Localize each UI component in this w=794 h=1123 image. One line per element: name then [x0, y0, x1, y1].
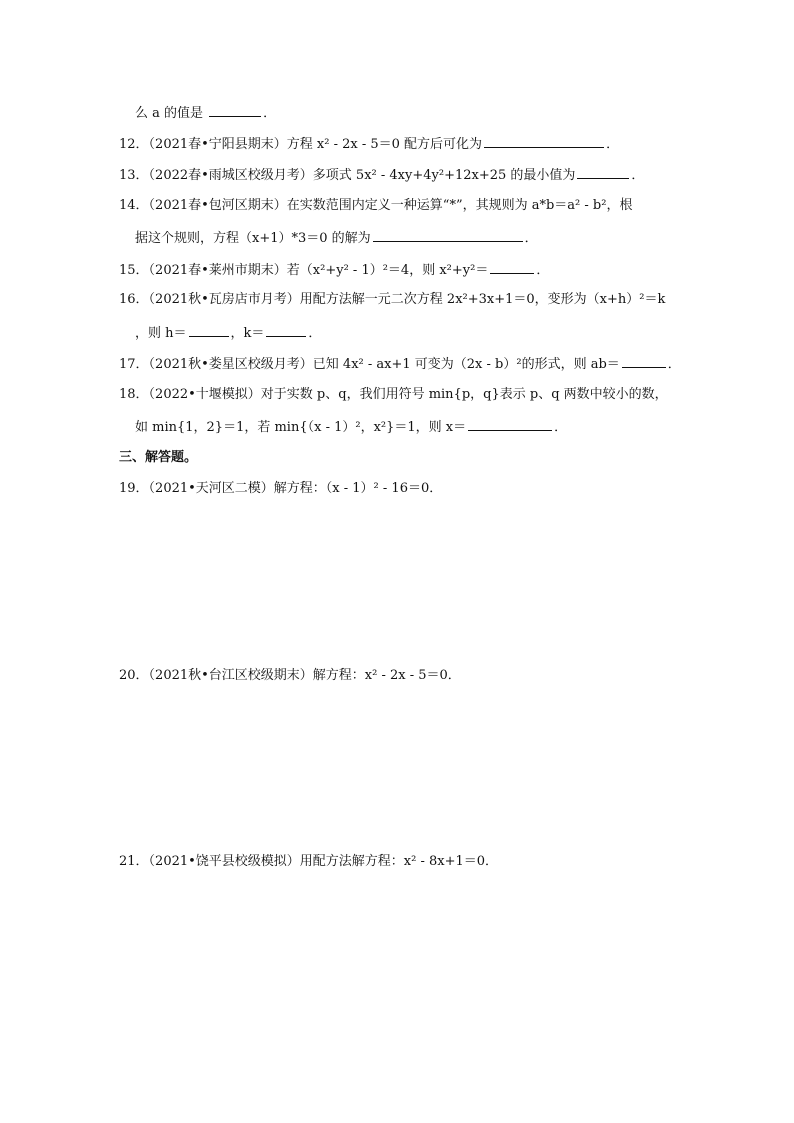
question-19: 19．（2021•天河区二模）解方程：（x - 1）² - 16＝0． — [119, 481, 443, 496]
answer-blank[interactable] — [490, 259, 534, 274]
question-18-line2: 如 min{1，2}＝1，若 min{（x - 1）²，x²}＝1，则 x＝ ． — [135, 416, 567, 438]
question-16-line1: 16．（2021秋•瓦房店市月考）用配方法解一元二次方程 2x²+3x+1＝0，变形为（x+h）²＝k — [119, 292, 666, 307]
answer-blank[interactable] — [468, 416, 552, 431]
question-14-line1: 14．（2021春•包河区期末）在实数范围内定义一种运算“*”，其规则为 a*b＝a² - b²，根 — [119, 198, 633, 213]
question-20: 20．（2021秋•台江区校级期末）解方程：x² - 2x - 5＝0． — [119, 668, 461, 683]
answer-blank[interactable] — [209, 102, 261, 117]
answer-blank-h[interactable] — [189, 322, 229, 337]
question-18-line1: 18．（2022•十堰模拟）对于实数 p、q，我们用符号 min{p，q}表示 p、q 两数中较小的数， — [119, 387, 668, 402]
section-title: 三、解答题。 — [119, 450, 198, 465]
q11-tail: 么 a 的值是 ． — [135, 102, 276, 124]
question-14-line2: 据这个规则，方程（x+1）*3＝0 的解为 ． — [135, 227, 538, 249]
answer-blank[interactable] — [622, 353, 666, 368]
question-17: 17．（2021秋•娄星区校级月考）已知 4x² - ax+1 可变为（2x - b）²的形式，则 ab＝ ． — [119, 353, 681, 375]
question-16-line2: ，则 h＝ ，k＝ ． — [135, 322, 321, 344]
question-12: 12．（2021春•宁阳县期末）方程 x² - 2x - 5＝0 配方后可化为 ． — [119, 133, 619, 155]
question-21: 21．（2021•饶平县校级模拟）用配方法解方程：x² - 8x+1＝0． — [119, 854, 499, 869]
answer-blank[interactable] — [577, 164, 629, 179]
answer-blank-k[interactable] — [266, 322, 306, 337]
question-13: 13．（2022春•雨城区校级月考）多项式 5x² - 4xy+4y²+12x+25 的最小值为 ． — [119, 164, 644, 186]
answer-blank[interactable] — [373, 227, 523, 242]
question-15: 15．（2021春•莱州市期末）若（x²+y² - 1）²＝4，则 x²+y²＝ ． — [119, 259, 549, 281]
answer-blank[interactable] — [484, 133, 604, 148]
